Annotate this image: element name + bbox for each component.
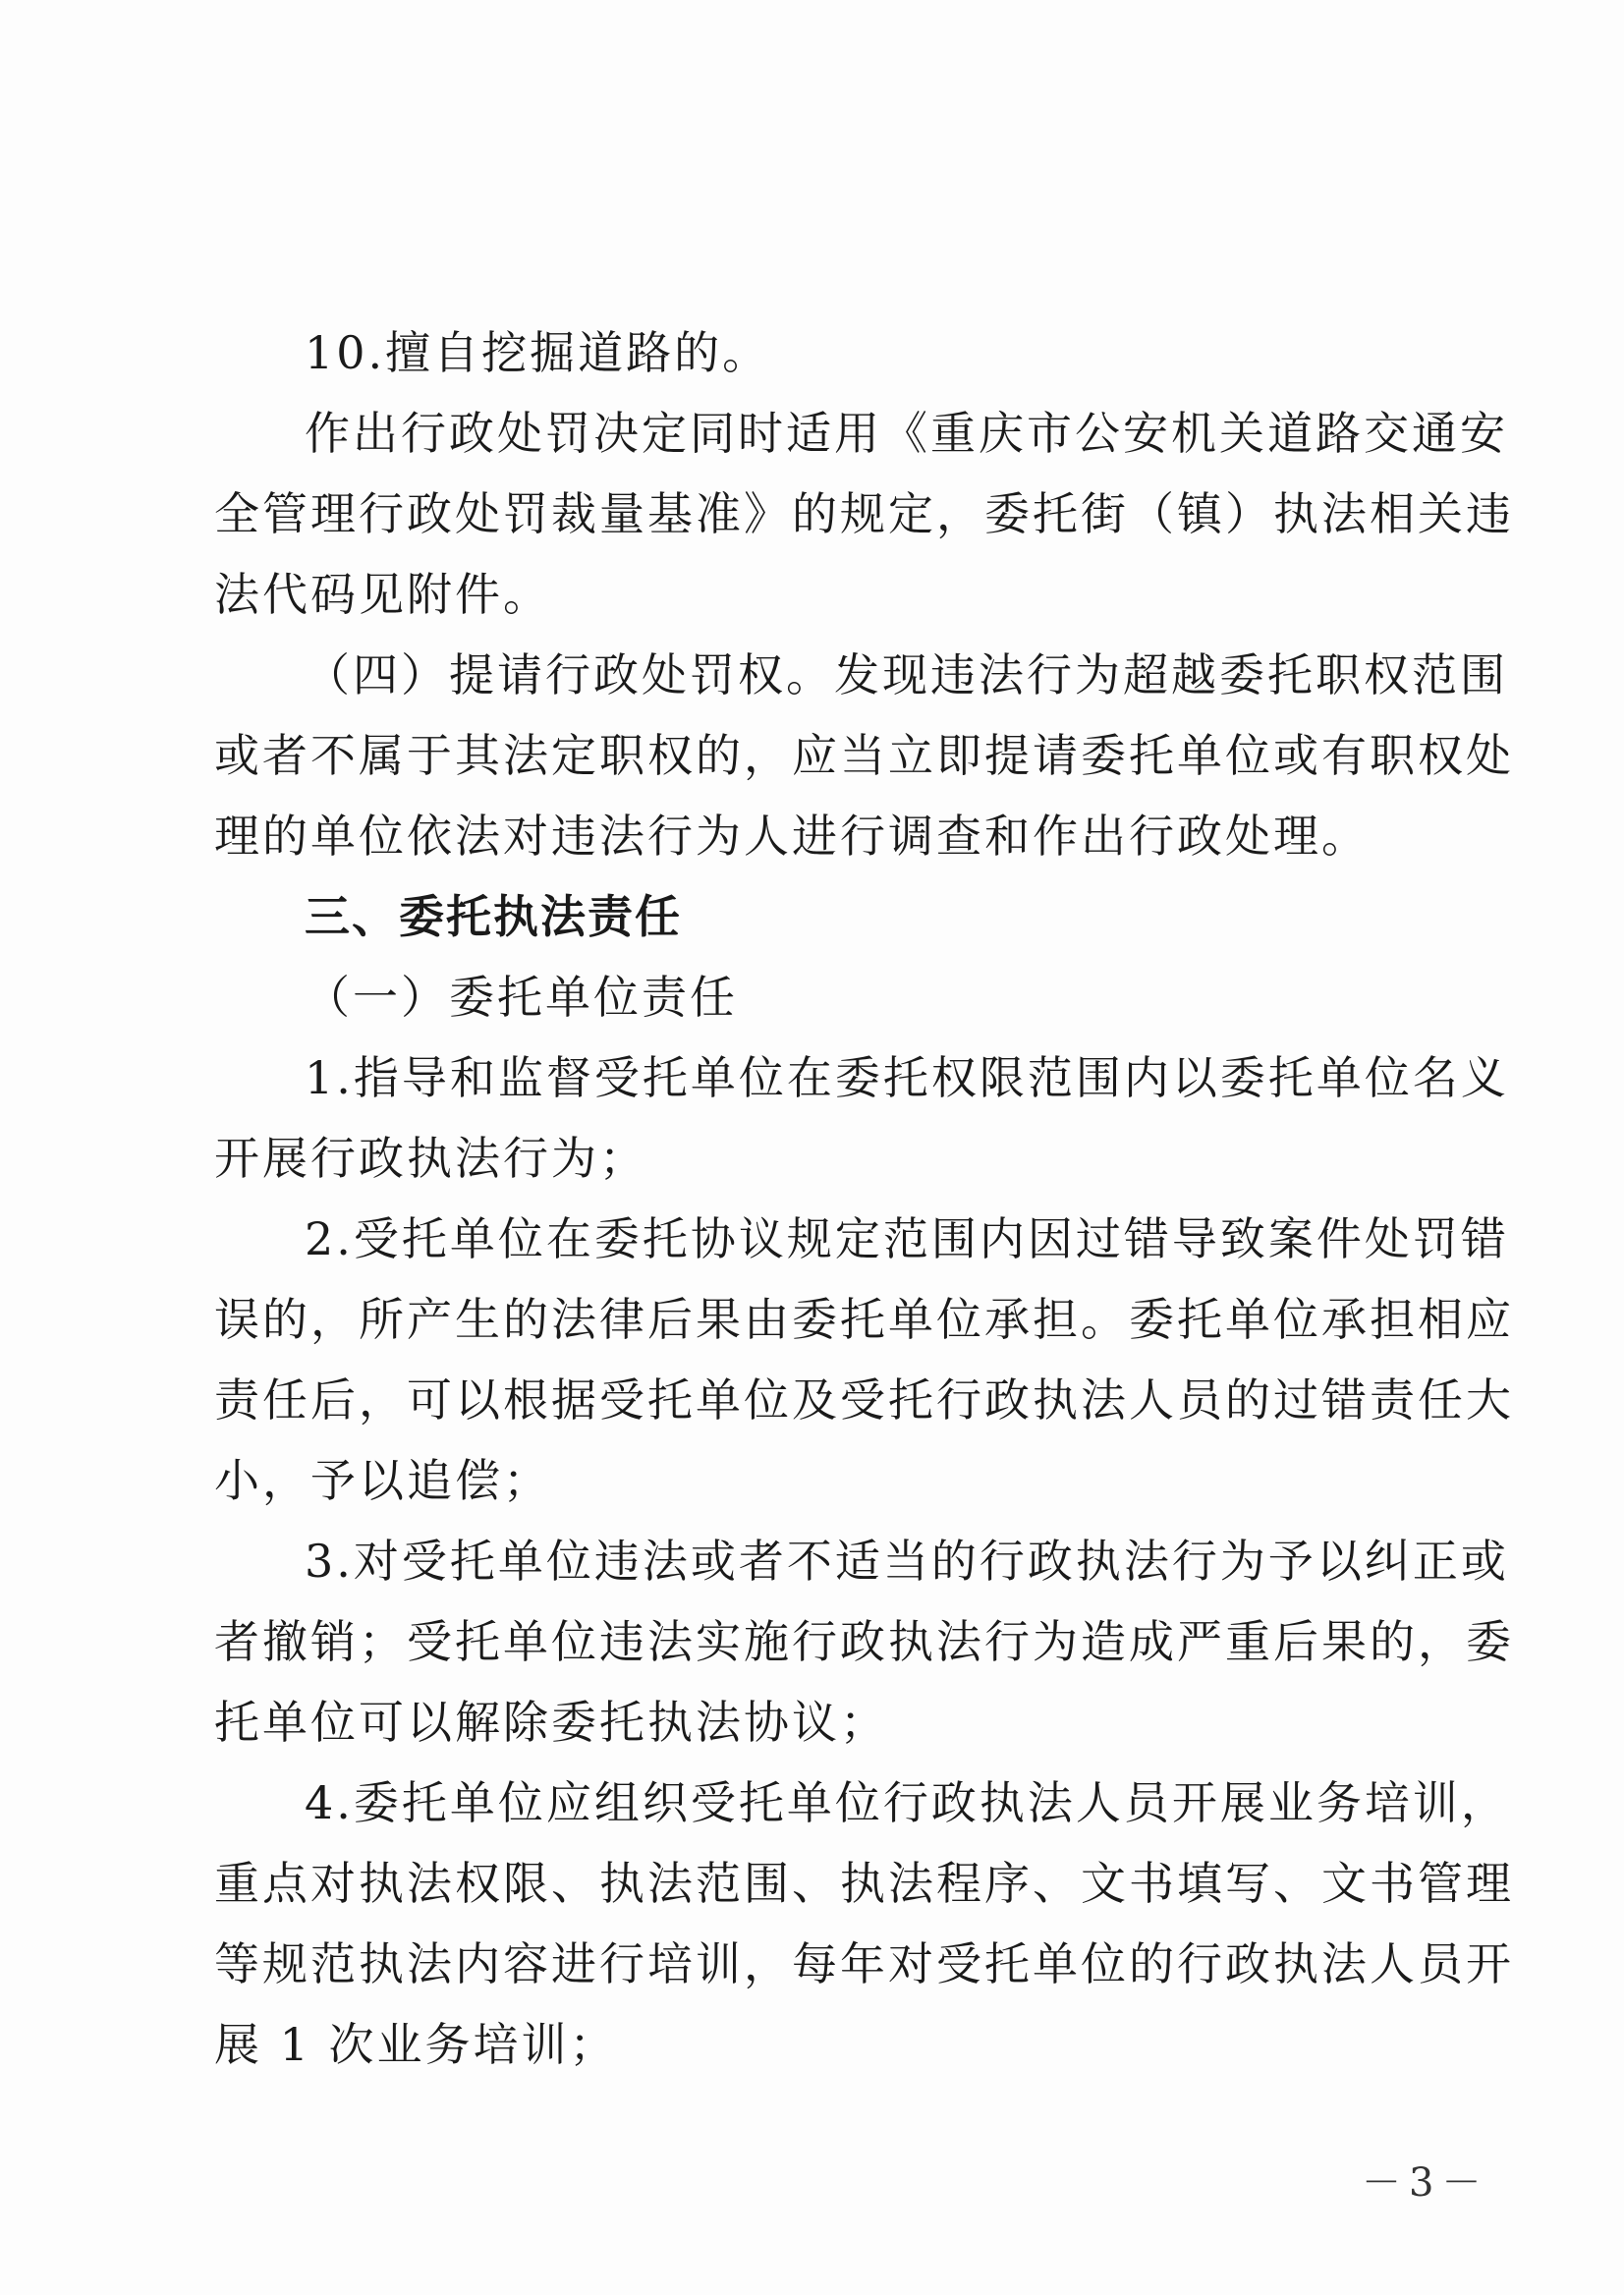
paragraph-line: 理的单位依法对违法行为人进行调查和作出行政处理。 bbox=[214, 810, 1370, 863]
paragraph-line: 作出行政处罚决定同时适用《重庆市公安机关道路交通安 bbox=[305, 407, 1508, 460]
paragraph-line: （四）提请行政处罚权。发现违法行为超越委托职权范围 bbox=[305, 648, 1508, 701]
paragraph-line: 全管理行政处罚裁量基准》的规定，委托街（镇）执法相关违 bbox=[214, 487, 1514, 540]
paragraph-line: 4.委托单位应组织受托单位行政执法人员开展业务培训， bbox=[305, 1776, 1509, 1829]
section-heading: 三、委托执法责任 bbox=[305, 890, 682, 943]
paragraph-line: 1.指导和监督受托单位在委托权限范围内以委托单位名义 bbox=[305, 1051, 1509, 1104]
paragraph-line: 等规范执法内容进行培训，每年对受托单位的行政执法人员开 bbox=[214, 1937, 1514, 1990]
document-body bbox=[214, 312, 1514, 2085]
paragraph-line: 重点对执法权限、执法范围、执法程序、文书填写、文书管理 bbox=[214, 1857, 1514, 1910]
paragraph-line: 开展行政执法行为； bbox=[214, 1132, 647, 1185]
paragraph-line: 展 1 次业务培训； bbox=[214, 2018, 618, 2071]
paragraph-line: 或者不属于其法定职权的，应当立即提请委托单位或有职权处 bbox=[214, 729, 1514, 782]
paragraph-line: 者撤销；受托单位违法实施行政执法行为造成严重后果的，委 bbox=[214, 1615, 1514, 1668]
paragraph-line: 3.对受托单位违法或者不适当的行政执法行为予以纠正或 bbox=[305, 1535, 1509, 1588]
paragraph-line: 法代码见附件。 bbox=[214, 568, 551, 621]
paragraph-line: 小，予以追偿； bbox=[214, 1454, 551, 1507]
page-number: －3－ bbox=[1362, 2160, 1489, 2206]
paragraph-line: 误的，所产生的法律后果由委托单位承担。委托单位承担相应 bbox=[214, 1293, 1514, 1346]
subsection-heading: （一）委托单位责任 bbox=[305, 971, 738, 1024]
paragraph-line: 责任后，可以根据受托单位及受托行政执法人员的过错责任大 bbox=[214, 1373, 1514, 1427]
paragraph-line: 10.擅自挖掘道路的。 bbox=[305, 326, 771, 379]
paragraph-line: 托单位可以解除委托执法协议； bbox=[214, 1696, 888, 1749]
paragraph-line: 2.受托单位在委托协议规定范围内因过错导致案件处罚错 bbox=[305, 1212, 1509, 1265]
